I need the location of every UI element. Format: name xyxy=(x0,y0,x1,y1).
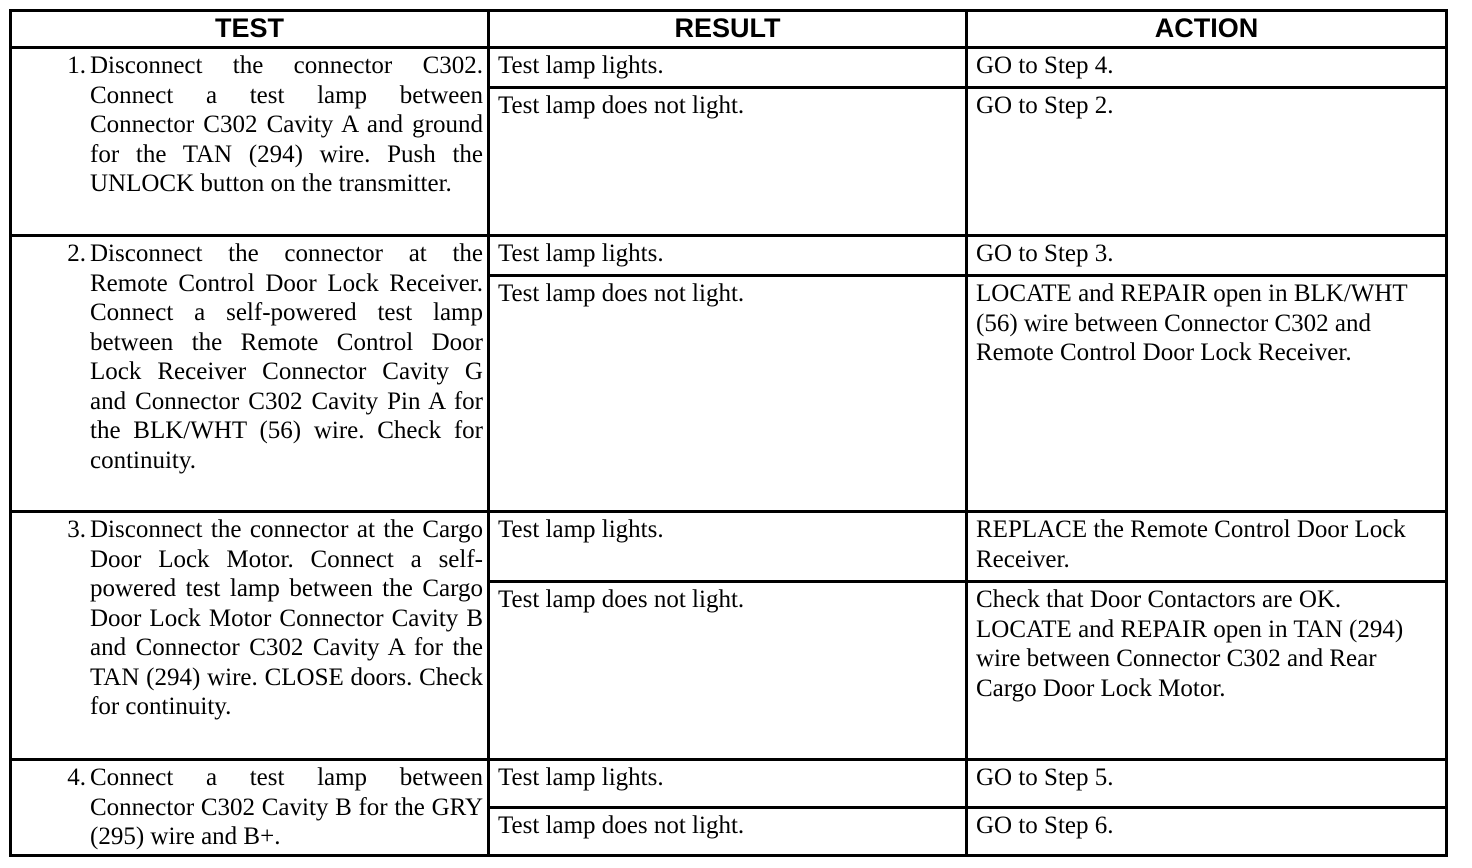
header-action: ACTION xyxy=(967,11,1447,48)
table-row xyxy=(11,760,1447,808)
result-cell: Test lamp does not light. xyxy=(489,276,967,512)
result-cell: Test lamp does not light. xyxy=(489,582,967,760)
table-row xyxy=(11,512,1447,582)
action-cell: GO to Step 4. xyxy=(967,48,1447,88)
step-number: 3. xyxy=(67,516,86,543)
header-result: RESULT xyxy=(489,11,967,48)
table-row xyxy=(11,236,1447,276)
step-instructions: Disconnect the connector at the Remote Control Door Lock Receiver. Connect a self-powered test lamp between the Remote Control Door Lock Receiver Connector Cavity G and Connector C302 Cavity Pin A for the BLK/WHT (56) wire. Check for continuity. xyxy=(90,240,483,474)
action-cell: GO to Step 3. xyxy=(967,236,1447,276)
step-number: 1. xyxy=(67,52,86,79)
step-1-test-cell xyxy=(11,48,489,236)
result-cell: Test lamp lights. xyxy=(489,760,967,808)
step-3-test-cell xyxy=(11,512,489,760)
action-cell: GO to Step 6. xyxy=(967,807,1447,855)
test-procedure-table xyxy=(9,9,1448,857)
action-cell: GO to Step 5. xyxy=(967,760,1447,808)
step-instructions: Connect a test lamp between Connector C302 Cavity B for the GRY (295) wire and B+. xyxy=(90,764,483,850)
step-4-test-cell xyxy=(11,760,489,856)
action-cell: Check that Door Contactors are OK. LOCATE and REPAIR open in TAN (294) wire between Connector C302 and Rear Cargo Door Lock Motor. xyxy=(967,582,1447,760)
result-cell: Test lamp does not light. xyxy=(489,807,967,855)
step-instructions: Disconnect the connector at the Cargo Door Lock Motor. Connect a self-powered test lamp between the Cargo Door Lock Motor Connector Cavity B and Connector C302 Cavity A for the TAN (294) wire. CLOSE doors. Check for continuity. xyxy=(90,516,483,720)
step-2-test-cell xyxy=(11,236,489,512)
step-number: 4. xyxy=(67,764,86,791)
header-row xyxy=(11,11,1447,48)
step-instructions: Disconnect the connector C302. Connect a test lamp between Connector C302 Cavity A and ground for the TAN (294) wire. Push the UNLOCK button on the transmitter. xyxy=(90,52,483,197)
result-cell: Test lamp lights. xyxy=(489,512,967,582)
result-cell: Test lamp lights. xyxy=(489,48,967,88)
action-cell: LOCATE and REPAIR open in BLK/WHT (56) wire between Connector C302 and Remote Control Door Lock Receiver. xyxy=(967,276,1447,512)
step-number: 2. xyxy=(67,240,86,267)
table-row xyxy=(11,48,1447,88)
result-cell: Test lamp lights. xyxy=(489,236,967,276)
header-test: TEST xyxy=(11,11,489,48)
action-cell: GO to Step 2. xyxy=(967,88,1447,236)
result-cell: Test lamp does not light. xyxy=(489,88,967,236)
action-cell: REPLACE the Remote Control Door Lock Receiver. xyxy=(967,512,1447,582)
